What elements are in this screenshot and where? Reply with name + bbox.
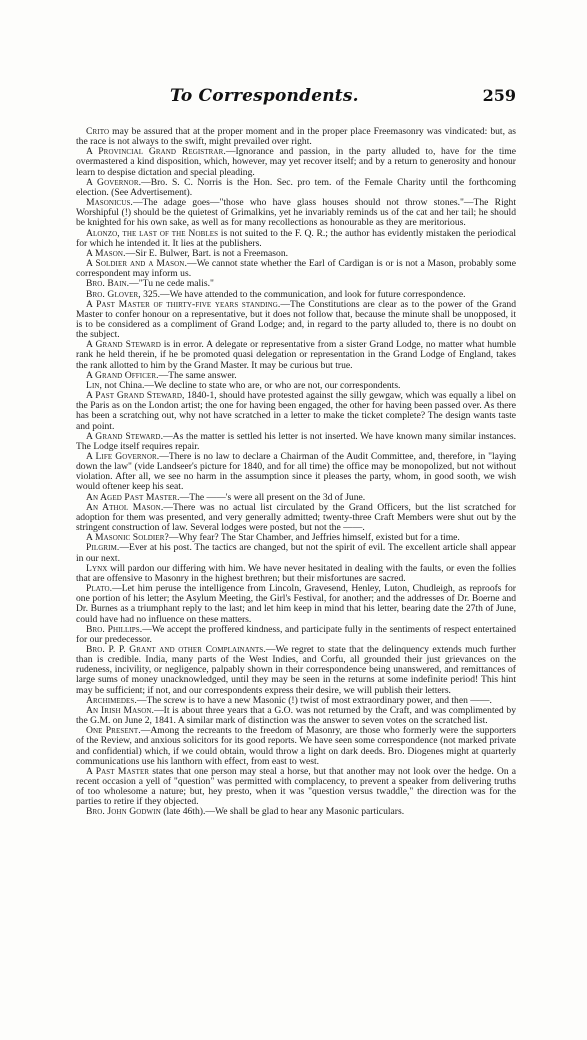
entry-text: —Among the recreants to the freedom of Masonry, are those who formerly were the supporters of the Review, and anxious solicitors for its good reports. We have seen some correspondence (not marked private and confidential) which, if we could obtain, would throw a light on dark deeds. Bro. Diogenes might at quarterly communications use his lanthorn with effect, from east to west.: [76, 725, 517, 767]
entry-text: states that one person may steal a horse, but that another may not look over the hedge. On a recent occasion a yell of "question" was permitted with complacency, to prevent a speaker from delivering truths of too wholesome a nature; but, hey presto, when it was "question versus twaddle," the direction was for the parties to retire if they objected.: [76, 765, 516, 808]
paragraph: [76, 391, 516, 432]
paragraph: [76, 127, 516, 147]
entry-text: is not suited to the F. Q. R.; the author has evidently mistaken the periodical for which he intended it. It lies at the publishers.: [76, 227, 517, 249]
paragraph: [76, 767, 516, 808]
entry-text: —The same answer.: [158, 369, 237, 381]
entry-text: —We accept the proffered kindness, and participate fully in the sentiments of respect entertained for our predecessor.: [76, 623, 517, 645]
entry-heading: Pilgrim.: [86, 542, 120, 554]
paragraph: [76, 625, 516, 645]
entry-text: (late 46th).—We shall be glad to hear any Masonic particulars.: [160, 806, 405, 818]
paragraph: [76, 503, 516, 533]
paragraph: [76, 340, 516, 370]
entry-heading: Bro. P. P. Grant and other Complainants.: [86, 643, 266, 655]
entry-text: —It is about three years that a G.O. was not returned by the Craft, and was complimented by the G.M. on June 2, 1841. A similar mark of distinction was the answer to seven votes on the scratched list.: [76, 704, 516, 727]
paragraph: [76, 706, 516, 726]
paragraph: [76, 432, 516, 452]
entry-text: —Sir E. Bulwer, Bart. is not a Freemason.: [125, 247, 289, 259]
entry-heading: A Grand Officer.: [86, 369, 159, 381]
entry-heading: A Governor.: [86, 176, 142, 188]
entry-heading: One Present.: [86, 725, 141, 737]
paragraph: [76, 726, 516, 767]
entry-heading: A Mason.: [86, 247, 126, 259]
entry-text: —The screw is to have a new Masonic (!) twist of most extraordinary power, and then ——.: [136, 694, 492, 706]
entry-heading: Bro. John Godwin: [86, 806, 161, 818]
entry-heading: Archimedes.: [86, 694, 137, 706]
paragraph: [76, 452, 516, 493]
paragraph: [76, 543, 516, 563]
entry-text: —The adage goes—"those who have glass houses should not throw stones."—The Right Worshipful (!) should be the quietest of Grimalkins, yet he invariably reminds us of the cat and her tail; he should be knighted for his own sake, as well as for many recollections as honourable as they are meritorious.: [76, 197, 516, 229]
entry-text: may be assured that at the proper moment and in the proper place Freemasonry was vindicated: but, as the race is not always to the swift, might prevailed over right.: [76, 126, 516, 148]
entry-text: —Why fear? The Star Chamber, and Jeffries himself, existed but for a time.: [168, 532, 460, 544]
paragraph: [76, 229, 516, 249]
entry-text: —"Tu ne cede malis.": [129, 278, 214, 290]
running-title: To Correspondents.: [170, 86, 359, 106]
page-header: [76, 86, 516, 112]
entry-heading: Alonzo, the last of the Nobles: [86, 227, 219, 239]
entry-heading: Lynx: [86, 562, 108, 574]
paragraph: [76, 198, 516, 228]
paragraph: [76, 584, 516, 625]
entry-text: —As the matter is settled his letter is not inserted. We have known many similar instances. The Lodge itself requires repair.: [76, 430, 516, 452]
entry-heading: Plato.: [86, 583, 113, 595]
entry-heading: A Soldier and a Mason.: [86, 258, 187, 270]
entry-heading: A Masonic Soldier?: [86, 532, 169, 544]
paragraph: [76, 178, 516, 198]
entry-heading: A Past Grand Steward,: [86, 390, 185, 402]
paragraph: [76, 147, 516, 177]
entry-heading: An Athol Mason.: [86, 501, 164, 513]
entry-text: not China.—We decline to state who are, or who are not, our correspondents.: [102, 379, 401, 391]
entry-heading: Bro. Phillips.: [86, 623, 143, 635]
entry-heading: Bro. Glover,: [86, 288, 141, 300]
entry-text: —We regret to state that the delinquency extends much further than is credible. India, many parts of the West Indies, and Corfu, all grounded their just grievances on the rudeness, incivility, or negligence, palpably shown in their correspondence being unanswered, and remittances of large sums of money unacknowledged, until they may be seen in the returns at some indefinite period! This hint may be sufficient; if not, and our correspondents express their desire, we will publish their letters.: [76, 643, 516, 696]
paragraph: [76, 807, 516, 817]
entry-text: —Ignorance and passion, in the party alluded to, have for the time overmastered a kind disposition, which, however, may yet recover itself; and by a return to generosity and honour learn to despise dictation and special pleading.: [76, 146, 516, 178]
paragraph: [76, 300, 516, 341]
entry-text: —The Constitutions are clear as to the power of the Grand Master to confer honour on a representative, but it does not follow that, because the minute shall be unopposed, it is to be considered as a compliment of Grand Lodge; and, in regard to the party alluded to, there is no doubt on the subject.: [76, 298, 517, 341]
entry-text: —Bro. S. C. Norris is the Hon. Sec. pro tem. of the Female Charity until the forthcoming election. (See Advertisement).: [76, 176, 516, 198]
paragraph: [76, 564, 516, 584]
entry-text: is in error. A delegate or representative from a sister Grand Lodge, no matter what humble rank he held therein, if he be promoted quasi delegation or representation in the Grand Lodge of England, takes the rank allotted to him by the Grand Master. It may be curious but true.: [76, 339, 516, 371]
entry-text: —There was no actual list circulated by the Grand Officers, but the list scratched for adoption for them was presented, and very generally admitted; twenty-three Craft Members were shut out by the stringent construction of law. Several lodges were posted, but not the ——.: [76, 501, 516, 534]
entry-heading: An Aged Past Master.: [86, 491, 180, 503]
page-number: 259: [482, 86, 516, 105]
entry-text: 1840-1, should have protested against the silly gewgaw, which was equally a libel on the Paris as on the London artist; the one for having been engaged, the other for having been passed over. As there has been a scratching out, why not have scratched in a letter to make the ticket complete? The design wants taste and point.: [76, 390, 516, 432]
entry-heading: Masonicus.: [86, 197, 133, 209]
entry-heading: A Past Master of thirty-five years standing.: [86, 298, 281, 310]
entry-text: —The ——'s were all present on the 3d of June.: [179, 491, 366, 503]
entry-text: —There is no law to declare a Chairman of the Audit Committee, and, therefore, in "laying down the law" (vide Landseer's picture for 1840, and for all time) the office may be monopolized, but not without violation. After all, we see no harm in the assumption since it pleases the party, whom, in good sooth, we wish would oftener keep his seat.: [76, 451, 517, 493]
entry-heading: Crito: [86, 126, 110, 137]
correspondents-column: [76, 127, 516, 818]
entry-text: —We cannot state whether the Earl of Cardigan is or is not a Mason, probably some correspondent may inform us.: [76, 258, 517, 280]
entry-heading: Bro. Bain.: [86, 278, 130, 290]
entry-text: 325.—We have attended to the communication, and look for future correspondence.: [140, 288, 466, 300]
entry-heading: A Grand Steward.: [86, 430, 164, 442]
entry-heading: An Irish Mason.: [86, 704, 155, 716]
entry-heading: A Life Governor.: [86, 451, 160, 462]
entry-text: —Let him peruse the intelligence from Lincoln, Gravesend, Henley, Luton, Chudleigh, as reproofs for one portion of his letter; the Asylum Meeting, the Girl's Festival, for another; and the addresses of Dr. Boerne and Dr. Burnes as a triumphant reply to the last; and let him keep in mind that his letter, bearing date the 27th of June, could have had no influence on these matters.: [76, 583, 516, 625]
entry-heading: A Past Master: [86, 765, 150, 777]
entry-heading: A Grand Steward: [86, 339, 161, 351]
entry-text: —Ever at his post. The tactics are changed, but not the spirit of evil. The excellent article shall appear in our next.: [76, 542, 516, 564]
entry-heading: A Provincial Grand Registrar.: [86, 146, 226, 158]
entry-text: will pardon our differing with him. We have never hesitated in dealing with the faults, or even the follies that are offensive to Masonry in the highest brethren; but their misfortunes are sacred.: [76, 562, 516, 584]
paragraph: [76, 259, 516, 279]
entry-heading: Lin,: [86, 379, 103, 391]
paragraph: [76, 645, 516, 696]
